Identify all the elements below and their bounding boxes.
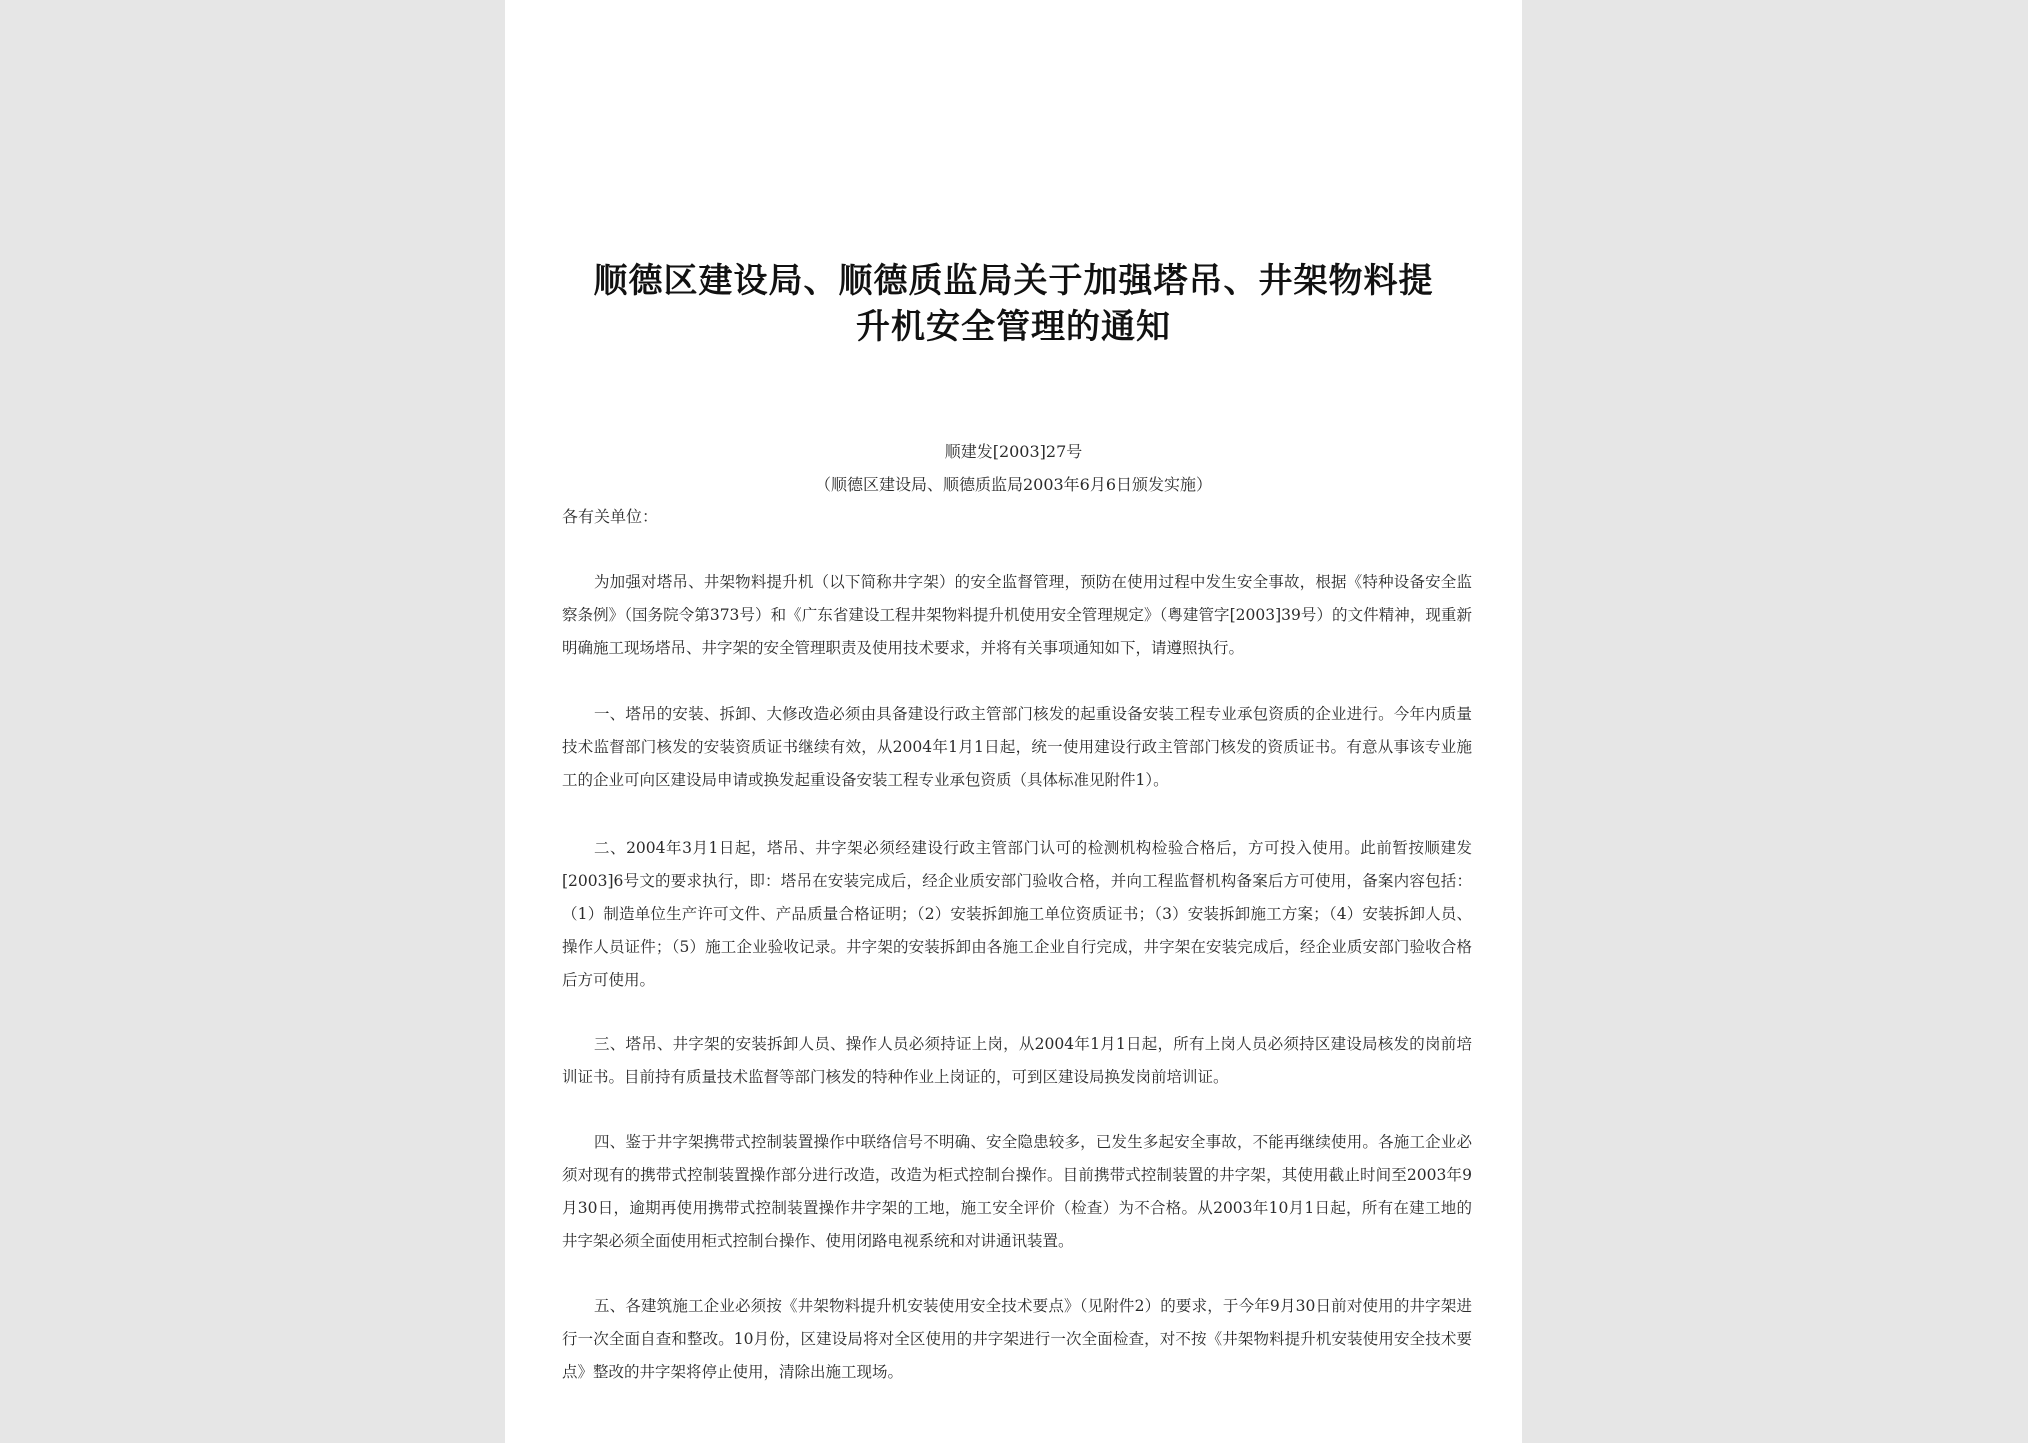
paragraph-item-3: 三、塔吊、井字架的安装拆卸人员、操作人员必须持证上岗，从2004年1月1日起，所有上岗人员必须持区建设局核发的岗前培训证书。目前持有质量技术监督等部门核发的特种作业上岗证的，可到区建设局换发岗前培训证。: [562, 1035, 1472, 1086]
issue-note: （顺德区建设局、顺德质监局2003年6月6日颁发实施）: [814, 475, 1213, 494]
document-number: 顺建发[2003]27号: [944, 442, 1083, 461]
document-page: [505, 0, 1522, 1443]
document-title: [565, 258, 1462, 350]
paragraph-item-2: 二、2004年3月1日起，塔吊、井字架必须经建设行政主管部门认可的检测机构检验合格后，方可投入使用。此前暂按顺建发[2003]6号文的要求执行，即：塔吊在安装完成后，经企业质安部门验收合格，并向工程监督机构备案后方可使用，备案内容包括：（1）制造单位生产许可文件、产品质量合格证明；（2）安装拆卸施工单位资质证书；（3）安装拆卸施工方案；（4）安装拆卸人员、操作人员证件；（5）施工企业验收记录。井字架的安装拆卸由各施工企业自行完成，井字架在安装完成后，经企业质安部门验收合格后方可使用。: [562, 839, 1472, 989]
title-line-2: 升机安全管理的通知: [856, 307, 1171, 347]
title-line-1: 顺德区建设局、顺德质监局关于加强塔吊、井架物料提: [593, 261, 1434, 301]
paragraph-intro: 为加强对塔吊、井架物料提升机（以下简称井字架）的安全监督管理，预防在使用过程中发生安全事故，根据《特种设备安全监察条例》（国务院令第373号）和《广东省建设工程井架物料提升机使用安全管理规定》（粤建管字[2003]39号）的文件精神，现重新明确施工现场塔吊、井字架的安全管理职责及使用技术要求，并将有关事项通知如下，请遵照执行。: [562, 573, 1472, 657]
paragraph-item-1: 一、塔吊的安装、拆卸、大修改造必须由具备建设行政主管部门核发的起重设备安装工程专业承包资质的企业进行。今年内质量技术监督部门核发的安装资质证书继续有效，从2004年1月1日起，统一使用建设行政主管部门核发的资质证书。有意从事该专业施工的企业可向区建设局申请或换发起重设备安装工程专业承包资质（具体标准见附件1）。: [562, 705, 1472, 789]
salutation: 各有关单位：: [562, 507, 659, 526]
paragraph-item-4: 四、鉴于井字架携带式控制装置操作中联络信号不明确、安全隐患较多，已发生多起安全事故，不能再继续使用。各施工企业必须对现有的携带式控制装置操作部分进行改造，改造为柜式控制台操作。目前携带式控制装置的井字架，其使用截止时间至2003年9月30日，逾期再使用携带式控制装置操作井字架的工地，施工安全评价（检查）为不合格。从2003年10月1日起，所有在建工地的井字架必须全面使用柜式控制台操作、使用闭路电视系统和对讲通讯装置。: [562, 1133, 1472, 1250]
paragraph-item-5: 五、各建筑施工企业必须按《井架物料提升机安装使用安全技术要点》（见附件2）的要求，于今年9月30日前对使用的井字架进行一次全面自查和整改。10月份，区建设局将对全区使用的井字架进行一次全面检查，对不按《井架物料提升机安装使用安全技术要点》整改的井字架将停止使用，清除出施工现场。: [562, 1297, 1472, 1381]
